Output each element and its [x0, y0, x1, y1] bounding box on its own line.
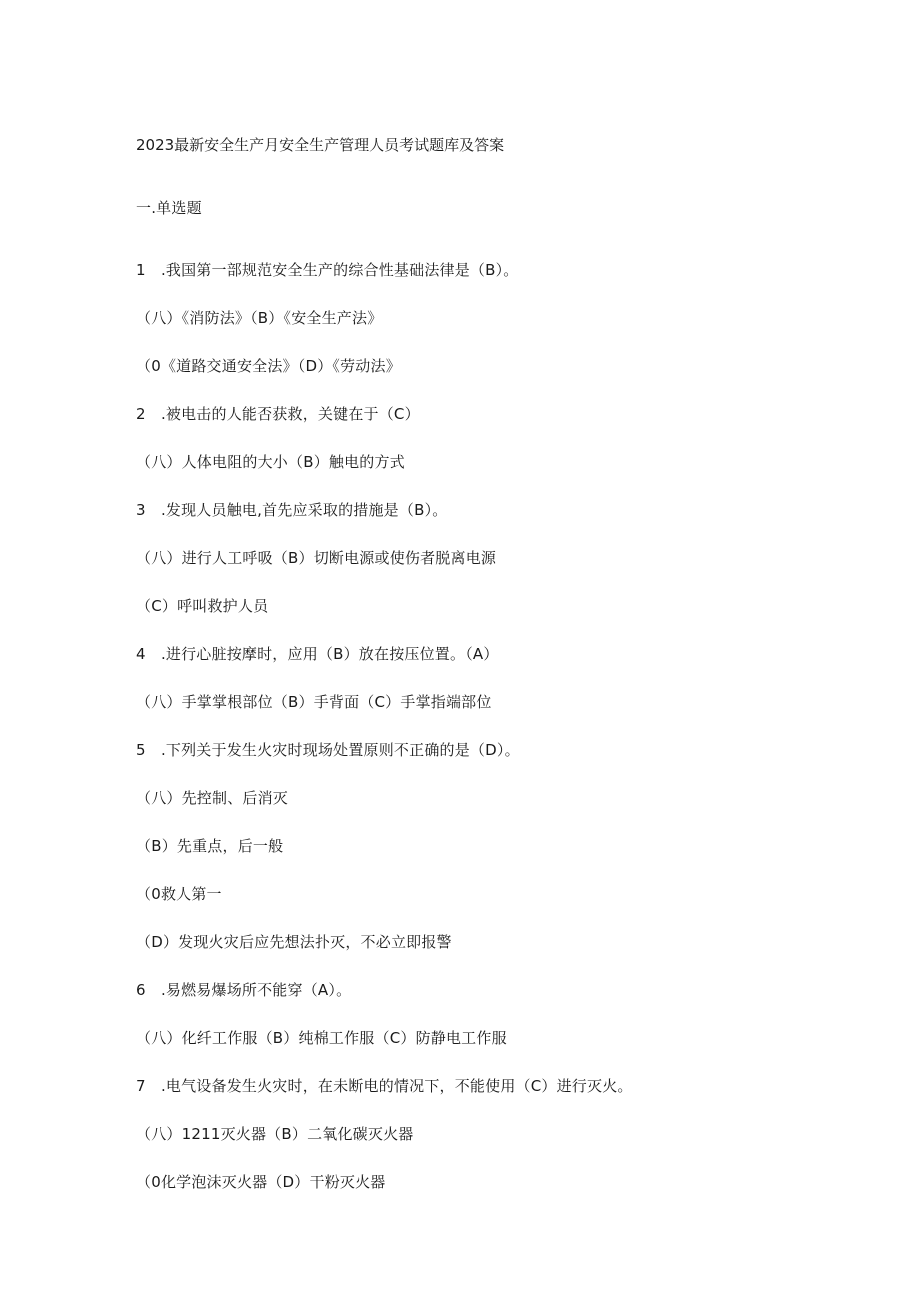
- question-1-options-c-d: （0《道路交通安全法》（D）《劳动法》: [136, 357, 401, 375]
- question-1-options-a-b: （八）《消防法》（B）《安全生产法》: [136, 309, 383, 327]
- question-7-options-c-d: （0化学泡沫灭火器（D）干粉灭火器: [136, 1173, 386, 1191]
- question-1: 1 .我国第一部规范安全生产的综合性基础法律是（B）。: [136, 261, 519, 279]
- question-6: 6 .易燃易爆场所不能穿（A）。: [136, 981, 352, 999]
- question-6-options: （八）化纤工作服（B）纯棉工作服（C）防静电工作服: [136, 1029, 507, 1047]
- question-3-option-c: （C）呼叫救护人员: [136, 597, 269, 615]
- question-4: 4 .进行心脏按摩时，应用（B）放在按压位置。（A）: [136, 645, 499, 663]
- question-3: 3 .发现人员触电,首先应采取的措施是（B）。: [136, 501, 448, 519]
- question-4-options: （八）手掌掌根部位（B）手背面（C）手掌指端部位: [136, 693, 492, 711]
- question-5-option-a: （八）先控制、后消灭: [136, 789, 289, 807]
- question-2-options: （八）人体电阻的大小（B）触电的方式: [136, 453, 405, 471]
- question-3-options-a-b: （八）进行人工呼吸（B）切断电源或使伤者脱离电源: [136, 549, 497, 567]
- question-7: 7 .电气设备发生火灾时，在未断电的情况下，不能使用（C）进行灭火。: [136, 1077, 633, 1095]
- question-5-option-d: （D）发现火灾后应先想法扑灭，不必立即报警: [136, 933, 452, 951]
- question-5-option-b: （B）先重点，后一般: [136, 837, 284, 855]
- question-7-options-a-b: （八）1211灭火器（B）二氧化碳灭火器: [136, 1125, 414, 1143]
- question-5-option-c: （0救人第一: [136, 885, 222, 903]
- question-2: 2 .被电击的人能否获救，关键在于（C）: [136, 405, 420, 423]
- section-heading: 一.单选题: [136, 199, 202, 217]
- question-5: 5 .下列关于发生火灾时现场处置原则不正确的是（D）。: [136, 741, 520, 759]
- document-title: 2023最新安全生产月安全生产管理人员考试题库及答案: [136, 136, 505, 154]
